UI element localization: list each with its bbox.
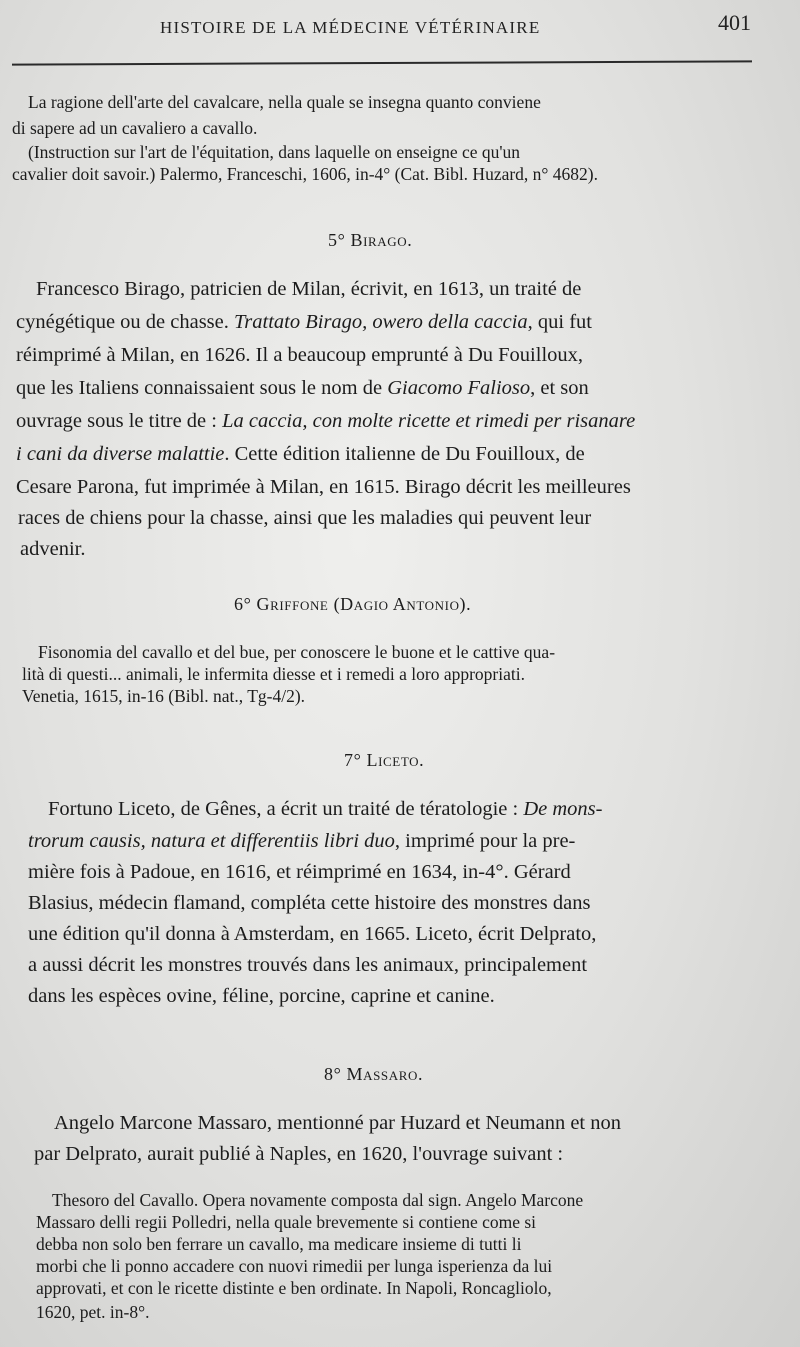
text-line: que les Italiens connaissaient sous le nom de Giacomo Falioso, et son [16, 377, 589, 399]
text-line: di sapere ad un cavaliero a cavallo. [12, 118, 258, 138]
text-line: 1620, pet. in-8°. [36, 1302, 150, 1322]
text-line: a aussi décrit les monstres trouvés dans les animaux, principalement [28, 954, 588, 976]
text-line: races de chiens pour la chasse, ainsi que les maladies qui peuvent leur [18, 507, 592, 529]
text-line: i cani da diverse malattie. Cette édition italienne de Du Fouilloux, de [16, 443, 585, 465]
text-line: réimprimé à Milan, en 1626. Il a beaucoup emprunté à Du Fouilloux, [16, 344, 584, 366]
text-line: Blasius, médecin flamand, compléta cette histoire des monstres dans [28, 892, 591, 914]
text-line: lità di questi... animali, le infermita diesse et i remedi a loro appropriati. [22, 664, 525, 684]
text-line: une édition qu'il donna à Amsterdam, en 1665. Liceto, écrit Delprato, [28, 923, 597, 945]
text-line: ouvrage sous le titre de : La caccia, con molte ricette et rimedi per risanare [16, 410, 636, 432]
text-line: cavalier doit savoir.) Palermo, Franceschi, 1606, in-4° (Cat. Bibl. Huzard, n° 4682). [12, 164, 599, 184]
text-line: Fortuno Liceto, de Gênes, a écrit un traité de tératologie : De mons- [48, 798, 603, 820]
text-line: Fisonomia del cavallo et del bue, per conoscere le buone et le cattive qua- [38, 642, 556, 662]
text-line: par Delprato, aurait publié à Naples, en 1620, l'ouvrage suivant : [34, 1143, 564, 1165]
running-title: HISTOIRE DE LA MÉDECINE VÉTÉRINAIRE [160, 18, 541, 37]
text-line: Cesare Parona, fut imprimée à Milan, en 1615. Birago décrit les meilleures [16, 476, 631, 498]
text-line: approvati, et con le ricette distinte e ben ordinate. In Napoli, Roncagliolo, [36, 1278, 552, 1298]
text-line: morbi che li ponno accadere con nuovi rimedii per lunga isperienza da lui [36, 1256, 553, 1276]
running-header [0, 0, 800, 66]
text-line: Francesco Birago, patricien de Milan, écrivit, en 1613, un traité de [36, 278, 582, 300]
text-line: La ragione dell'arte del cavalcare, nella quale se insegna quanto conviene [28, 92, 541, 112]
text-line: Venetia, 1615, in-16 (Bibl. nat., Tg-4/2). [22, 686, 306, 706]
text-line: advenir. [20, 538, 86, 560]
text-line: Thesoro del Cavallo. Opera novamente composta dal sign. Angelo Marcone [52, 1190, 584, 1210]
text-line: cynégétique ou de chasse. Trattato Birago, owero della caccia, qui fut [16, 311, 592, 333]
section-heading: 7° Liceto. [344, 750, 425, 770]
section-heading: 5° Birago. [328, 230, 413, 250]
text-line: Massaro delli regii Polledri, nella quale brevemente si contiene come si [36, 1212, 537, 1232]
section-heading: 8° Massaro. [324, 1064, 424, 1084]
text-line: mière fois à Padoue, en 1616, et réimprimé en 1634, in-4°. Gérard [28, 861, 571, 883]
text-line: trorum causis, natura et differentiis libri duo, imprimé pour la pre- [28, 830, 576, 852]
page-number: 401 [718, 10, 751, 35]
text-line: debba non solo ben ferrare un cavallo, ma medicare insieme di tutti li [36, 1234, 522, 1254]
text-line: dans les espèces ovine, féline, porcine, caprine et canine. [28, 985, 495, 1007]
text-line: (Instruction sur l'art de l'équitation, dans laquelle on enseigne ce qu'un [28, 142, 521, 162]
header-rule [12, 60, 752, 65]
section-heading: 6° Griffone (Dagio Antonio). [234, 594, 472, 614]
text-line: Angelo Marcone Massaro, mentionné par Huzard et Neumann et non [54, 1112, 621, 1134]
